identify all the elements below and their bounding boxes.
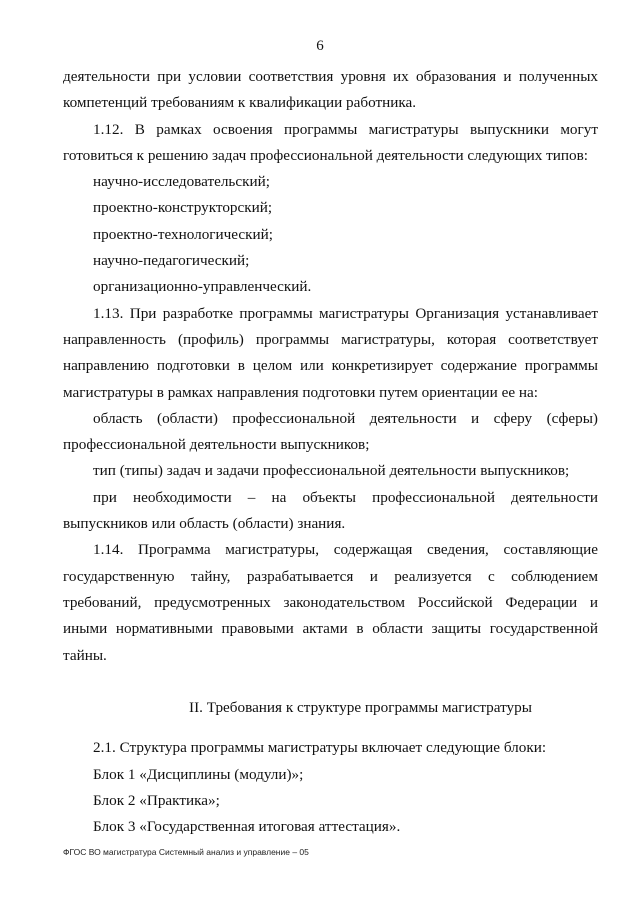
page-number: 6 <box>316 38 324 54</box>
paragraph-1-12: 1.12. В рамках освоения программы магистратуры выпускники могут готовиться к решению задач профессиональной деятельности следующих типов: <box>63 120 598 164</box>
list-item: научно-педагогический; <box>93 252 250 270</box>
paragraph-1-14: 1.14. Программа магистратуры, содержащая сведения, составляющие государственную тайну, разрабатывается и реализуется с соблюдением требований, предусмотренных законодательством Российской Федерации и иными нормативными правовыми актами в области защиты государственной тайны. <box>63 541 598 664</box>
list-item: научно-исследовательский; <box>93 173 270 191</box>
section-2-title: II. Требования к структуре программы магистратуры <box>189 699 532 717</box>
paragraph-continuation: деятельности при условии соответствия уровня их образования и полученных компетенций требованиям к квалификации работника. <box>63 68 598 112</box>
page-footer: ФГОС ВО магистратура Системный анализ и управление – 05 <box>63 847 309 857</box>
paragraph-objects: при необходимости – на объекты профессиональной деятельности выпускников или область (области) знания. <box>63 488 598 533</box>
paragraph-area: область (области) профессиональной деятельности и сферу (сферы) профессиональной деятельности выпускников; <box>63 409 598 454</box>
list-item: проектно-конструкторский; <box>93 199 273 217</box>
section-spacer <box>63 669 598 695</box>
document-body <box>63 64 598 841</box>
paragraph-task-types: тип (типы) задач и задачи профессиональной деятельности выпускников; <box>93 462 570 480</box>
paragraph-1-13: 1.13. При разработке программы магистратуры Организация устанавливает направленность (профиль) программы магистратуры, которая соответствует направлению подготовки в целом или конкретизирует содержание программы магистратуры в рамках направления подготовки путем ориентации ее на: <box>63 304 598 401</box>
list-item: проектно-технологический; <box>93 225 274 243</box>
paragraph-2-1: 2.1. Структура программы магистратуры включает следующие блоки: <box>93 739 547 757</box>
section-spacer <box>63 721 598 735</box>
block-item: Блок 1 «Дисциплины (модули)»; <box>93 765 304 783</box>
block-item: Блок 2 «Практика»; <box>93 792 220 810</box>
list-item: организационно-управленческий. <box>93 278 312 296</box>
block-item: Блок 3 «Государственная итоговая аттестация». <box>93 818 401 836</box>
